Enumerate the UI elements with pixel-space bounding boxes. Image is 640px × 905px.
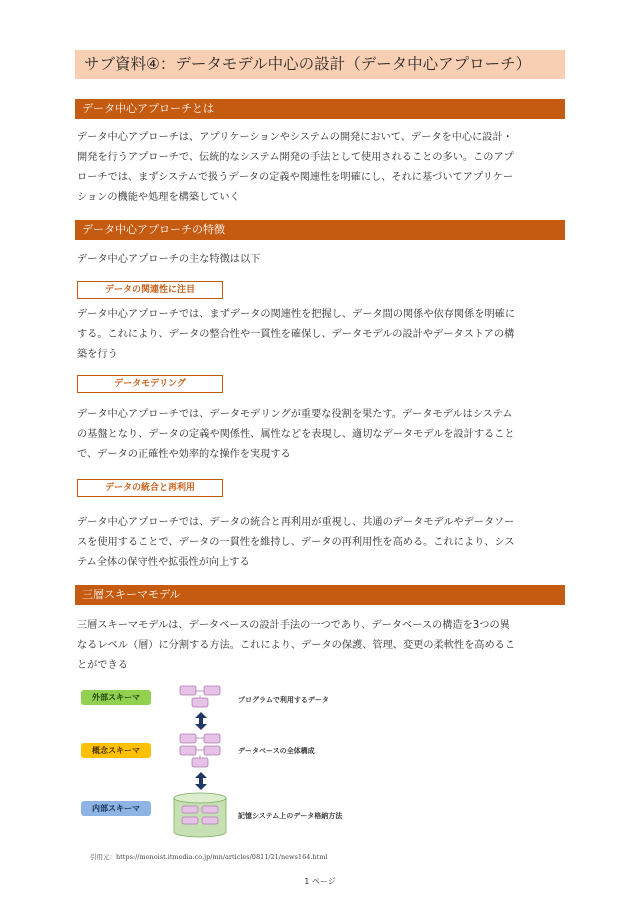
feature-label-relationships: データの関連性に注目 <box>77 281 223 299</box>
page-title: サブ資料④：データモデル中心の設計（データ中心アプローチ） <box>75 50 565 79</box>
conceptual-schema-label: 概念スキーマ <box>81 743 151 758</box>
internal-schema-description: 記憶システム上のデータ格納方法 <box>238 812 343 820</box>
citation: 引用元：https://monoist.itmedia.co.jp/mn/articles/0811/21/news164.html <box>90 853 328 861</box>
text-line: データ中心アプローチでは、まずデータの関連性を把握し、データ間の関係や依存関係を明確に <box>77 309 516 320</box>
text-line: データ中心アプローチでは、データの統合と再利用が重視し、共通のデータモデルやデータソー <box>77 517 515 528</box>
text-line: の基盤となり、データの定義や関係性、属性などを表現し、適切なデータモデルを設計すること <box>77 429 515 440</box>
section-heading-features: データ中心アプローチの特徴 <box>75 220 565 240</box>
text-line: 開発を行うアプローチで、伝統的なシステム開発の手法として使用されることの多い。このアプ <box>77 152 514 163</box>
external-schema-description: プログラムで利用するデータ <box>238 696 329 704</box>
features-intro <box>77 250 561 270</box>
three-schema-diagram <box>170 680 240 840</box>
conceptual-schema-description: データベースの全体構成 <box>238 747 315 755</box>
conceptual-data-shapes <box>180 734 220 767</box>
feature-body-modeling <box>77 405 561 465</box>
external-data-shapes <box>180 686 220 707</box>
page-number: 1 ページ <box>304 877 336 886</box>
text-line: データ中心アプローチでは、データモデリングが重要な役割を果たす。データモデルはシステム <box>77 409 513 420</box>
text-line: 築を行う <box>77 349 118 360</box>
feature-body-integration <box>77 513 561 573</box>
text-line: 三層スキーマモデルは、データベースの設計手法の一つであり、データベースの構造を3つの異 <box>77 620 510 631</box>
text-line: データ中心アプローチは、アプリケーションやシステムの開発において、データを中心に設計・ <box>77 132 513 143</box>
section-heading-data-centric: データ中心アプローチとは <box>75 99 565 119</box>
feature-body-relationships <box>77 305 561 365</box>
arrow-conceptual-internal <box>195 772 207 790</box>
text-line: データ中心アプローチの主な特徴は以下 <box>77 254 261 265</box>
internal-schema-label: 内部スキーマ <box>81 801 151 816</box>
feature-label-integration: データの統合と再利用 <box>77 479 223 497</box>
text-line: テム全体の保守性や拡張性が向上する <box>77 557 250 568</box>
text-line: スを使用することで、データの一貫性を維持し、データの再利用性を高める。これにより、シス <box>77 537 515 548</box>
arrow-external-conceptual <box>195 712 207 730</box>
text-line: なるレベル（層）に分割する方法。これにより、データの保護、管理、変更の柔軟性を高めるこ <box>77 640 516 651</box>
text-line: する。これにより、データの整合性や一貫性を確保し、データモデルの設計やデータストアの構 <box>77 329 515 340</box>
text-line: で、データの正確性や効率的な操作を実現する <box>77 449 291 460</box>
section-body-three-schema <box>77 616 561 676</box>
text-line: ローチでは、まずシステムで扱うデータの定義や関連性を明確にし、それに基づいてアプリケー <box>77 172 514 183</box>
external-schema-label: 外部スキーマ <box>81 690 151 705</box>
text-line: ションの機能や処理を構築していく <box>77 192 240 203</box>
text-line: とができる <box>77 660 128 671</box>
database-cylinder-icon <box>174 793 226 837</box>
section-body-data-centric <box>77 128 561 208</box>
section-heading-three-schema: 三層スキーマモデル <box>75 585 565 605</box>
feature-label-modeling: データモデリング <box>77 375 223 393</box>
